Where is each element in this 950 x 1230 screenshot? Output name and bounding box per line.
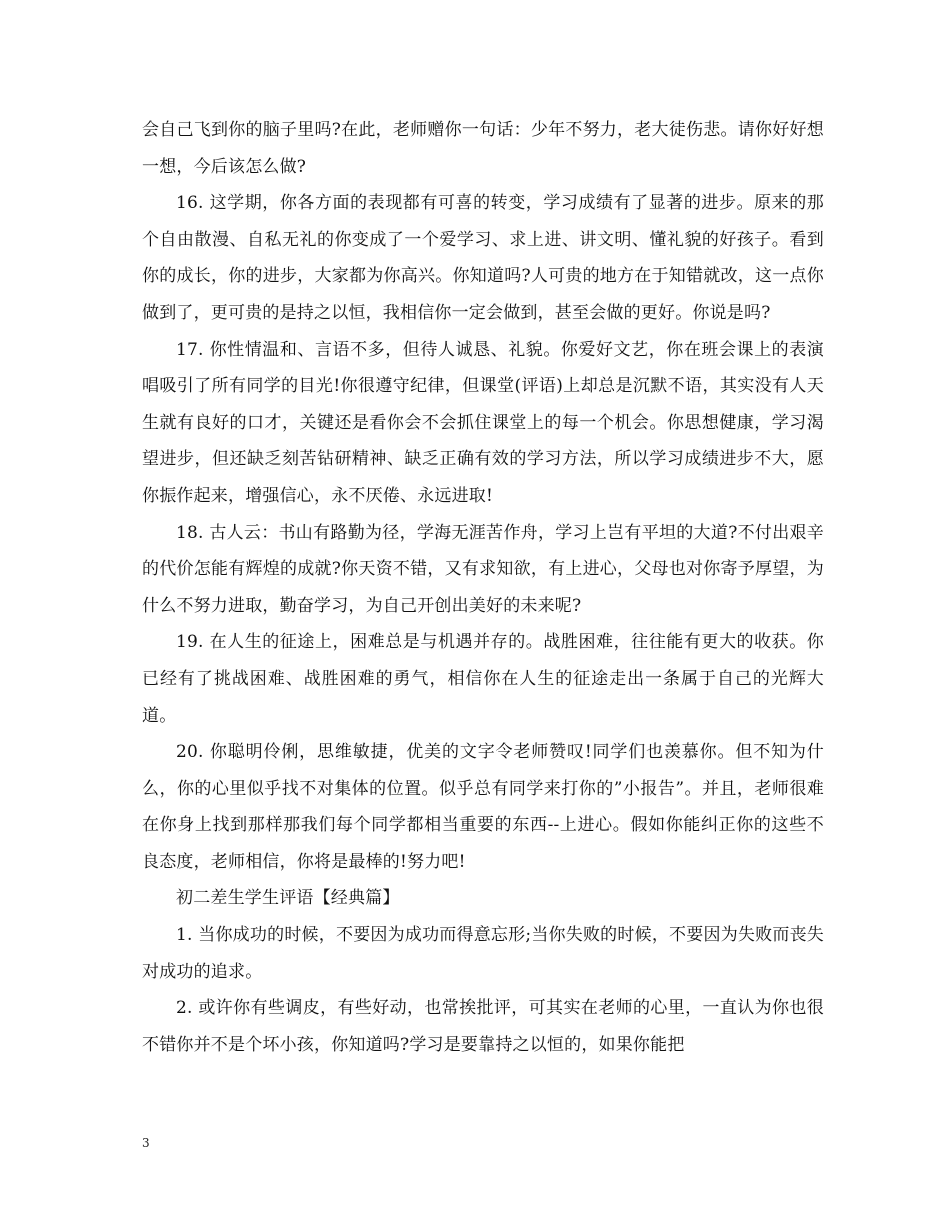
document-body (142, 112, 824, 1063)
paragraph-comment-18: 18. 古人云：书山有路勤为径，学海无涯苦作舟，学习上岂有平坦的大道?不付出艰辛的代价怎能有辉煌的成就?你天资不错，又有求知欲，有上进心，父母也对你寄予厚望，为什么不努力进取，勤奋学习，为自己开创出美好的未来呢? (142, 522, 824, 616)
paragraph-comment-20: 20. 你聪明伶俐，思维敏捷，优美的文字令老师赞叹!同学们也羡慕你。但不知为什么，你的心里似乎找不对集体的位置。似乎总有同学来打你的”小报告”。并且，老师很难在你身上找到那样那我们每个同学都相当重要的东西--上进心。假如你能纠正你的这些不良态度，老师相信，你将是最棒的!努力吧! (142, 742, 824, 872)
page-number: 3 (142, 1136, 150, 1150)
paragraph-comment-19: 19. 在人生的征途上，困难总是与机遇并存的。战胜困难，往往能有更大的收获。你已经有了挑战困难、战胜困难的勇气，相信你在人生的征途走出一条属于自己的光辉大道。 (142, 632, 824, 726)
paragraph-comment-1: 1. 当你成功的时候，不要因为成功而得意忘形;当你失败的时候，不要因为失败而丧失对成功的追求。 (142, 925, 824, 982)
section-heading: 初二差生学生评语【经典篇】 (176, 888, 400, 909)
paragraph-comment-2: 2. 或许你有些调皮，有些好动，也常挨批评，可其实在老师的心里，一直认为你也很不错你并不是个坏小孩，你知道吗?学习是要靠持之以恒的，如果你能把 (142, 998, 824, 1055)
paragraph-comment-17: 17. 你性情温和、言语不多，但待人诚恳、礼貌。你爱好文艺，你在班会课上的表演唱吸引了所有同学的目光!你很遵守纪律，但课堂(评语)上却总是沉默不语，其实没有人天生就有良好的口才，关键还是看你会不会抓住课堂上的每一个机会。你思想健康，学习渴望进步，但还缺乏刻苦钻研精神、缺乏正确有效的学习方法，所以学习成绩进步不大，愿你振作起来，增强信心，永不厌倦、永远进取! (142, 339, 824, 506)
paragraph-continuation: 会自己飞到你的脑子里吗?在此，老师赠你一句话：少年不努力，老大徒伤悲。请你好好想一想，今后该怎么做? (142, 120, 824, 177)
paragraph-comment-16: 16. 这学期，你各方面的表现都有可喜的转变，学习成绩有了显著的进步。原来的那个自由散漫、自私无礼的你变成了一个爱学习、求上进、讲文明、懂礼貌的好孩子。看到你的成长，你的进步，大家都为你高兴。你知道吗?人可贵的地方在于知错就改，这一点你做到了，更可贵的是持之以恒，我相信你一定会做到，甚至会做的更好。你说是吗? (142, 193, 824, 323)
